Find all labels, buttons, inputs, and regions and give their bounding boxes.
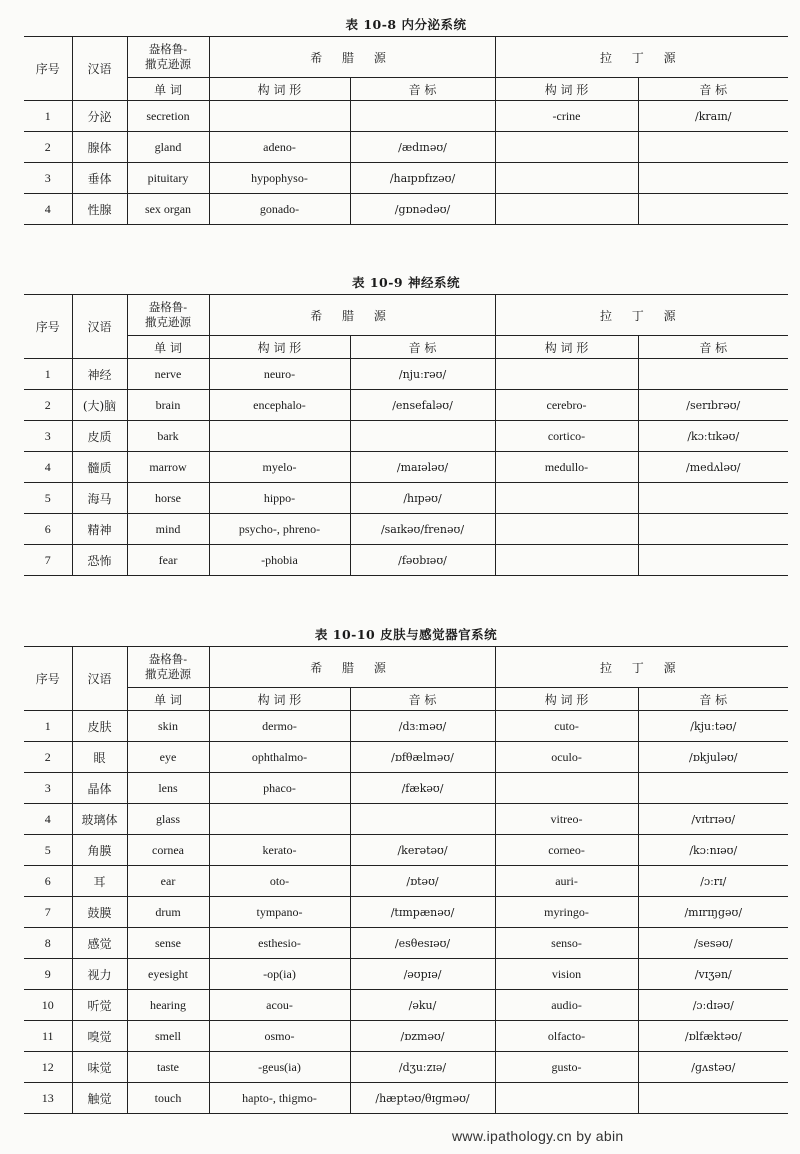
- row-latin-phonetic: [638, 194, 788, 225]
- row-chinese: (大)脑: [72, 390, 127, 421]
- row-greek-phonetic: /kerətəʊ/: [350, 835, 495, 866]
- row-number: 2: [24, 742, 72, 773]
- row-greek-form: phaco-: [209, 773, 350, 804]
- row-english-word: ear: [127, 866, 209, 897]
- table-row: [24, 483, 788, 514]
- row-latin-form: -crine: [495, 101, 638, 132]
- row-greek-form: dermo-: [209, 711, 350, 742]
- row-latin-phonetic: [638, 163, 788, 194]
- row-greek-form: [209, 101, 350, 132]
- vocabulary-table: [24, 646, 788, 1114]
- row-greek-form: gonado-: [209, 194, 350, 225]
- row-english-word: brain: [127, 390, 209, 421]
- row-chinese: 玻璃体: [72, 804, 127, 835]
- header-anglo-line2: 撒克逊源: [145, 315, 191, 329]
- row-chinese: 垂体: [72, 163, 127, 194]
- row-greek-form: myelo-: [209, 452, 350, 483]
- subheader-greek-form: 构 词 形: [209, 336, 350, 359]
- row-english-word: bark: [127, 421, 209, 452]
- header-row: [24, 647, 788, 688]
- row-english-word: lens: [127, 773, 209, 804]
- row-latin-form: vision: [495, 959, 638, 990]
- row-greek-form: tympano-: [209, 897, 350, 928]
- row-latin-phonetic: /kɔːtɪkəʊ/: [638, 421, 788, 452]
- row-greek-phonetic: /əʊpɪə/: [350, 959, 495, 990]
- subheader-word: 单 词: [127, 78, 209, 101]
- row-greek-form: hapto-, thigmo-: [209, 1083, 350, 1114]
- row-chinese: 感觉: [72, 928, 127, 959]
- row-greek-form: osmo-: [209, 1021, 350, 1052]
- row-greek-phonetic: /ædɪnəʊ/: [350, 132, 495, 163]
- row-english-word: fear: [127, 545, 209, 576]
- row-english-word: pituitary: [127, 163, 209, 194]
- row-greek-phonetic: [350, 101, 495, 132]
- row-greek-phonetic: /dɜːməʊ/: [350, 711, 495, 742]
- row-number: 3: [24, 773, 72, 804]
- row-latin-phonetic: /kjuːtəʊ/: [638, 711, 788, 742]
- row-number: 5: [24, 835, 72, 866]
- row-english-word: marrow: [127, 452, 209, 483]
- header-anglo-saxon: [127, 37, 209, 78]
- row-english-word: cornea: [127, 835, 209, 866]
- row-english-word: sex organ: [127, 194, 209, 225]
- header-chinese: 汉语: [72, 647, 127, 711]
- row-chinese: 皮肤: [72, 711, 127, 742]
- row-latin-form: audio-: [495, 990, 638, 1021]
- row-english-word: smell: [127, 1021, 209, 1052]
- row-number: 11: [24, 1021, 72, 1052]
- row-latin-phonetic: [638, 1083, 788, 1114]
- header-anglo-saxon: [127, 647, 209, 688]
- row-greek-form: hippo-: [209, 483, 350, 514]
- row-number: 7: [24, 897, 72, 928]
- row-greek-phonetic: /gɒnədəʊ/: [350, 194, 495, 225]
- subheader-row: [24, 336, 788, 359]
- row-greek-phonetic: [350, 421, 495, 452]
- row-latin-phonetic: /mɪrɪŋgəʊ/: [638, 897, 788, 928]
- row-latin-phonetic: /medʌləʊ/: [638, 452, 788, 483]
- row-number: 6: [24, 866, 72, 897]
- header-anglo-saxon: [127, 295, 209, 336]
- table-row: [24, 452, 788, 483]
- row-latin-phonetic: /vɪtrɪəʊ/: [638, 804, 788, 835]
- row-english-word: glass: [127, 804, 209, 835]
- subheader-latin-phonetic: 音 标: [638, 78, 788, 101]
- row-greek-form: oto-: [209, 866, 350, 897]
- subheader-latin-form: 构 词 形: [495, 78, 638, 101]
- subheader-latin-phonetic: 音 标: [638, 688, 788, 711]
- row-latin-form: cerebro-: [495, 390, 638, 421]
- table-caption: 表 10-8 内分泌系统: [345, 17, 467, 32]
- row-english-word: skin: [127, 711, 209, 742]
- row-number: 7: [24, 545, 72, 576]
- table-row: [24, 773, 788, 804]
- header-anglo-line1: 盎格鲁-: [148, 42, 188, 56]
- header-anglo-line2: 撒克逊源: [145, 57, 191, 71]
- row-greek-form: ophthalmo-: [209, 742, 350, 773]
- table-10-10: [24, 624, 788, 1114]
- row-greek-phonetic: /saɪkəʊ/frenəʊ/: [350, 514, 495, 545]
- row-number: 1: [24, 359, 72, 390]
- row-latin-phonetic: [638, 773, 788, 804]
- row-chinese: 皮质: [72, 421, 127, 452]
- row-english-word: sense: [127, 928, 209, 959]
- row-greek-phonetic: /hæptəʊ/θɪgməʊ/: [350, 1083, 495, 1114]
- row-greek-form: -phobia: [209, 545, 350, 576]
- row-latin-form: [495, 132, 638, 163]
- row-chinese: 精神: [72, 514, 127, 545]
- table-row: [24, 514, 788, 545]
- table-row: [24, 742, 788, 773]
- table-row: [24, 1083, 788, 1114]
- row-greek-form: -geus(ia): [209, 1052, 350, 1083]
- row-greek-form: acou-: [209, 990, 350, 1021]
- subheader-greek-form: 构 词 形: [209, 688, 350, 711]
- header-greek-origin: 希 腊 源: [209, 295, 495, 336]
- row-latin-phonetic: /kɔːnɪəʊ/: [638, 835, 788, 866]
- row-number: 8: [24, 928, 72, 959]
- row-greek-phonetic: /tɪmpænəʊ/: [350, 897, 495, 928]
- row-greek-form: [209, 421, 350, 452]
- row-greek-phonetic: /haɪpɒfɪzəʊ/: [350, 163, 495, 194]
- row-greek-form: esthesio-: [209, 928, 350, 959]
- subheader-greek-phonetic: 音 标: [350, 336, 495, 359]
- row-english-word: eye: [127, 742, 209, 773]
- row-greek-phonetic: /dʒuːzɪə/: [350, 1052, 495, 1083]
- row-latin-phonetic: /ɔːrɪ/: [638, 866, 788, 897]
- subheader-greek-phonetic: 音 标: [350, 688, 495, 711]
- table-row: [24, 897, 788, 928]
- table-10-9: [24, 272, 788, 576]
- row-latin-form: medullo-: [495, 452, 638, 483]
- row-chinese: 嗅觉: [72, 1021, 127, 1052]
- row-chinese: 晶体: [72, 773, 127, 804]
- table-row: [24, 1052, 788, 1083]
- row-number: 3: [24, 163, 72, 194]
- row-latin-form: [495, 359, 638, 390]
- table-row: [24, 866, 788, 897]
- row-greek-phonetic: /esθesɪəʊ/: [350, 928, 495, 959]
- header-row: [24, 37, 788, 78]
- row-latin-form: cortico-: [495, 421, 638, 452]
- table-row: [24, 835, 788, 866]
- row-greek-form: psycho-, phreno-: [209, 514, 350, 545]
- row-chinese: 味觉: [72, 1052, 127, 1083]
- row-latin-phonetic: /vɪʒən/: [638, 959, 788, 990]
- row-chinese: 神经: [72, 359, 127, 390]
- header-chinese: 汉语: [72, 295, 127, 359]
- row-latin-form: [495, 1083, 638, 1114]
- header-latin-origin: 拉 丁 源: [495, 295, 788, 336]
- header-number: 序号: [24, 37, 72, 101]
- row-number: 4: [24, 194, 72, 225]
- row-english-word: touch: [127, 1083, 209, 1114]
- row-greek-phonetic: /əku/: [350, 990, 495, 1021]
- row-greek-form: neuro-: [209, 359, 350, 390]
- row-latin-phonetic: /gʌstəʊ/: [638, 1052, 788, 1083]
- row-latin-form: senso-: [495, 928, 638, 959]
- row-latin-form: vitreo-: [495, 804, 638, 835]
- row-number: 2: [24, 132, 72, 163]
- row-english-word: drum: [127, 897, 209, 928]
- row-greek-form: kerato-: [209, 835, 350, 866]
- row-number: 1: [24, 711, 72, 742]
- row-latin-form: [495, 194, 638, 225]
- header-number: 序号: [24, 647, 72, 711]
- row-english-word: gland: [127, 132, 209, 163]
- row-latin-form: myringo-: [495, 897, 638, 928]
- row-number: 4: [24, 452, 72, 483]
- table-row: [24, 163, 788, 194]
- row-chinese: 触觉: [72, 1083, 127, 1114]
- row-english-word: taste: [127, 1052, 209, 1083]
- row-chinese: 耳: [72, 866, 127, 897]
- row-greek-form: [209, 804, 350, 835]
- table-row: [24, 421, 788, 452]
- row-latin-form: auri-: [495, 866, 638, 897]
- subheader-greek-form: 构 词 形: [209, 78, 350, 101]
- row-latin-form: [495, 545, 638, 576]
- header-row: [24, 295, 788, 336]
- row-greek-form: hypophyso-: [209, 163, 350, 194]
- table-row: [24, 711, 788, 742]
- header-number: 序号: [24, 295, 72, 359]
- row-number: 3: [24, 421, 72, 452]
- vocabulary-table: [24, 294, 788, 576]
- row-number: 12: [24, 1052, 72, 1083]
- row-chinese: 角膜: [72, 835, 127, 866]
- row-greek-phonetic: /ɒtəʊ/: [350, 866, 495, 897]
- watermark: www.ipathology.cn by abin: [452, 1128, 624, 1144]
- row-latin-form: [495, 773, 638, 804]
- row-greek-form: adeno-: [209, 132, 350, 163]
- row-latin-phonetic: [638, 545, 788, 576]
- header-latin-origin: 拉 丁 源: [495, 647, 788, 688]
- row-latin-form: olfacto-: [495, 1021, 638, 1052]
- header-anglo-line1: 盎格鲁-: [148, 300, 188, 314]
- row-latin-phonetic: /serɪbrəʊ/: [638, 390, 788, 421]
- row-latin-phonetic: [638, 359, 788, 390]
- row-latin-phonetic: [638, 514, 788, 545]
- row-number: 9: [24, 959, 72, 990]
- row-latin-phonetic: [638, 483, 788, 514]
- row-greek-phonetic: /fækəʊ/: [350, 773, 495, 804]
- subheader-word: 单 词: [127, 336, 209, 359]
- table-row: [24, 194, 788, 225]
- row-greek-phonetic: /ɒzməʊ/: [350, 1021, 495, 1052]
- header-latin-origin: 拉 丁 源: [495, 37, 788, 78]
- table-10-8: [24, 14, 788, 225]
- subheader-row: [24, 688, 788, 711]
- row-chinese: 海马: [72, 483, 127, 514]
- table-caption: 表 10-10 皮肤与感觉器官系统: [314, 627, 498, 642]
- row-english-word: nerve: [127, 359, 209, 390]
- row-number: 13: [24, 1083, 72, 1114]
- row-latin-phonetic: /ɒlfæktəʊ/: [638, 1021, 788, 1052]
- table-row: [24, 132, 788, 163]
- row-english-word: hearing: [127, 990, 209, 1021]
- row-greek-phonetic: /ɒfθælməʊ/: [350, 742, 495, 773]
- header-chinese: 汉语: [72, 37, 127, 101]
- header-anglo-line1: 盎格鲁-: [148, 652, 188, 666]
- row-number: 2: [24, 390, 72, 421]
- row-chinese: 分泌: [72, 101, 127, 132]
- header-anglo-line2: 撒克逊源: [145, 667, 191, 681]
- row-chinese: 眼: [72, 742, 127, 773]
- row-chinese: 鼓膜: [72, 897, 127, 928]
- table-caption: 表 10-9 神经系统: [352, 275, 460, 290]
- table-row: [24, 390, 788, 421]
- row-latin-form: [495, 514, 638, 545]
- row-latin-phonetic: /ɔːdɪəʊ/: [638, 990, 788, 1021]
- row-number: 5: [24, 483, 72, 514]
- row-greek-form: encephalo-: [209, 390, 350, 421]
- header-greek-origin: 希 腊 源: [209, 647, 495, 688]
- row-chinese: 恐怖: [72, 545, 127, 576]
- row-latin-phonetic: /sesəʊ/: [638, 928, 788, 959]
- row-latin-form: oculo-: [495, 742, 638, 773]
- row-english-word: secretion: [127, 101, 209, 132]
- table-row: [24, 1021, 788, 1052]
- table-row: [24, 545, 788, 576]
- row-chinese: 髓质: [72, 452, 127, 483]
- table-row: [24, 959, 788, 990]
- table-row: [24, 101, 788, 132]
- subheader-latin-form: 构 词 形: [495, 336, 638, 359]
- row-latin-form: cuto-: [495, 711, 638, 742]
- subheader-row: [24, 78, 788, 101]
- header-greek-origin: 希 腊 源: [209, 37, 495, 78]
- row-number: 1: [24, 101, 72, 132]
- row-latin-form: corneo-: [495, 835, 638, 866]
- subheader-greek-phonetic: 音 标: [350, 78, 495, 101]
- vocabulary-table: [24, 36, 788, 225]
- row-greek-phonetic: /fəʊbɪəʊ/: [350, 545, 495, 576]
- row-latin-form: [495, 163, 638, 194]
- table-row: [24, 359, 788, 390]
- row-english-word: eyesight: [127, 959, 209, 990]
- row-greek-form: -op(ia): [209, 959, 350, 990]
- table-row: [24, 804, 788, 835]
- table-row: [24, 990, 788, 1021]
- row-latin-form: gusto-: [495, 1052, 638, 1083]
- subheader-word: 单 词: [127, 688, 209, 711]
- row-greek-phonetic: /hɪpəʊ/: [350, 483, 495, 514]
- row-number: 6: [24, 514, 72, 545]
- row-chinese: 视力: [72, 959, 127, 990]
- row-english-word: horse: [127, 483, 209, 514]
- row-chinese: 腺体: [72, 132, 127, 163]
- row-english-word: mind: [127, 514, 209, 545]
- row-greek-phonetic: /njuːrəʊ/: [350, 359, 495, 390]
- subheader-latin-phonetic: 音 标: [638, 336, 788, 359]
- row-latin-phonetic: /kraɪn/: [638, 101, 788, 132]
- row-latin-form: [495, 483, 638, 514]
- row-latin-phonetic: [638, 132, 788, 163]
- row-chinese: 性腺: [72, 194, 127, 225]
- row-number: 10: [24, 990, 72, 1021]
- row-greek-phonetic: /maɪələʊ/: [350, 452, 495, 483]
- subheader-latin-form: 构 词 形: [495, 688, 638, 711]
- table-row: [24, 928, 788, 959]
- row-latin-phonetic: /ɒkjuləʊ/: [638, 742, 788, 773]
- row-greek-phonetic: [350, 804, 495, 835]
- row-greek-phonetic: /ensefaləʊ/: [350, 390, 495, 421]
- row-chinese: 听觉: [72, 990, 127, 1021]
- row-number: 4: [24, 804, 72, 835]
